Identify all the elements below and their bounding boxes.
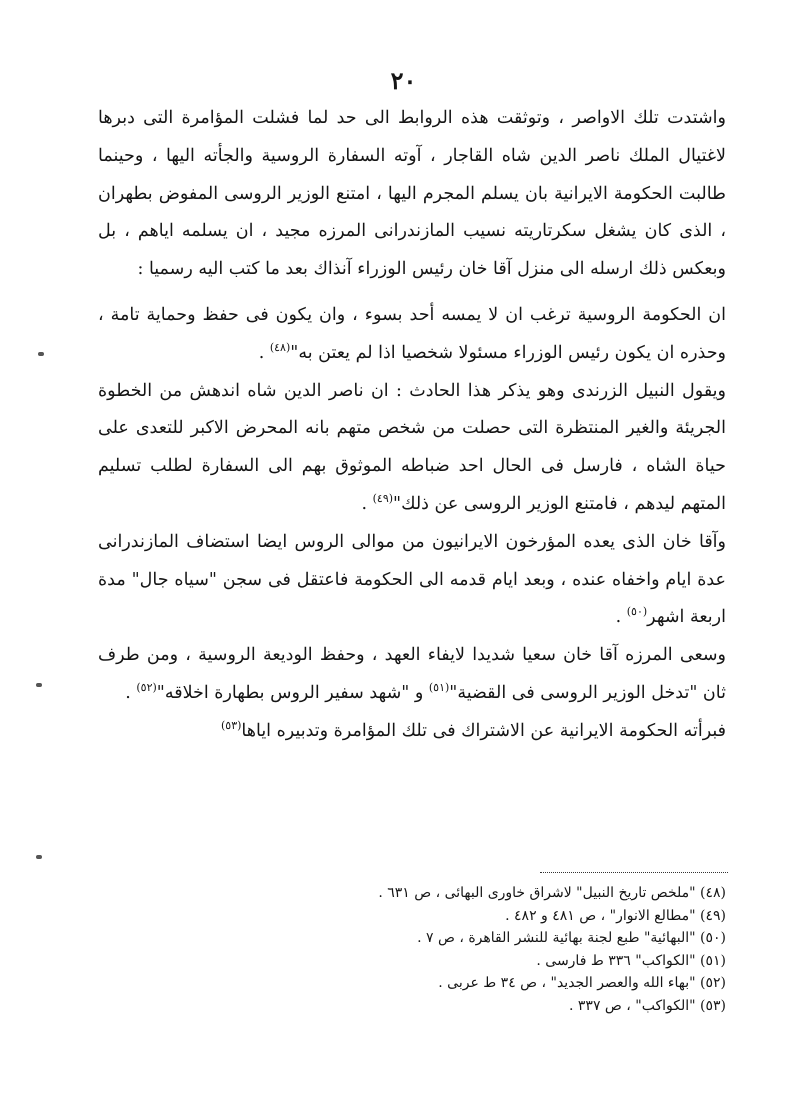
footnote-ref-51: (٥١): [428, 681, 450, 695]
footnote-divider: [540, 872, 728, 873]
margin-mark: [38, 352, 44, 356]
paragraph-3-tail: .: [361, 493, 373, 514]
margin-mark: [36, 855, 42, 859]
paragraph-4: [98, 524, 726, 637]
margin-mark: [36, 683, 42, 687]
footnote-49: (٤٩) "مطالع الانوار" ، ص ٤٨١ و ٤٨٢ .: [505, 907, 726, 924]
paragraph-5-tail: و "شهد سفير الروس بطهارة اخلاقه": [156, 682, 429, 703]
paragraph-4-tail: .: [615, 607, 627, 628]
paragraph-1-text: واشتدت تلك الاواصر ، وتوثقت هذه الروابط الى حد لما فشلت المؤامرة التى دبرها لاغتيال الملك ناصر الدين شاه القاجار ، آوته السفارة الروسية والجأته اليها ، وحينما طالبت الحكومة الايرانية بان يسلم المجرم اليها ، امتنع الوزير الروسى المفوض بطهران ، الذى كان يشغل سكرتاريته نسيب المازندرانى المرزه مجيد ، ان يسلمه اياهم ، بل وبعكس ذلك ارسله الى منزل آقا خان رئيس الوزراء آنذاك بعد ما كتب اليه رسميا :: [98, 108, 726, 280]
footnote-48: (٤٨) "ملخص تاريخ النبيل" لاشراق خاورى البهائى ، ص ٦٣١ .: [378, 885, 726, 901]
footnotes: [120, 882, 726, 1017]
paragraph-5-tail-2: .: [125, 682, 137, 703]
paragraph-2: [98, 297, 726, 373]
paragraph-6: [98, 713, 726, 751]
footnote-52: (٥٢) "بهاء الله والعصر الجديد" ، ص ٣٤ ط عربى .: [438, 975, 726, 991]
page-number: ۲۰: [390, 66, 417, 95]
paragraph-5: [98, 637, 726, 713]
body-text: [98, 100, 726, 751]
footnote-ref-49: (٤٩): [372, 492, 394, 506]
paragraph-6-text: فبرأته الحكومة الايرانية عن الاشتراك فى تلك المؤامرة وتدبيره اياها: [241, 720, 726, 741]
paragraph-2-text: ان الحكومة الروسية ترغب ان لا يمسه أحد بسوء ، وان يكون فى حفظ وحماية تامة ، وحذره ان يكون رئيس الوزراء مسئولا شخصيا اذا لم يعتن به": [98, 304, 726, 363]
paragraph-1: [98, 100, 726, 289]
footnote-ref-52: (٥٢): [136, 681, 157, 695]
footnote-51: (٥١) "الكواكب" ٣٣٦ ط فارسى .: [536, 952, 726, 969]
paragraph-3: [98, 373, 726, 524]
footnote-50: (٥٠) "البهائية" طبع لجنة بهائية للنشر القاهرة ، ص ٧ .: [417, 930, 726, 946]
paragraph-5-text: وسعى المرزه آقا خان سعيا شديدا لايفاء العهد ، وحفظ الوديعة الروسية ، ومن طرف ثان "تدخل الوزير الروسى فى القضية": [98, 645, 726, 703]
paragraph-2-tail: .: [258, 342, 270, 363]
footnote-ref-53: (٥٣): [221, 718, 242, 732]
footnote-53: (٥٣) "الكواكب" ، ص ٣٣٧ .: [569, 997, 726, 1014]
footnote-ref-50: (٥٠): [626, 605, 648, 619]
footnote-ref-48: (٤٨): [269, 340, 291, 354]
paragraph-4-text: وآقا خان الذى يعده المؤرخون الايرانيون من موالى الروس ايضا استضاف المازندرانى عدة ايام واخفاه عنده ، وبعد ايام قدمه الى الحكومة فاعتقل فى سجن "سياه جال" مدة اربعة اشهر: [98, 531, 726, 628]
paragraph-3-text: ويقول النبيل الزرندى وهو يذكر هذا الحادث : ان ناصر الدين شاه اندهش من الخطوة الجريئة والغير المنتظرة التى حصلت من شخص متهم بانه المحرض الاكبر للتعدى على حياة الشاه ، فارسل فى الحال احد ضباطه الموثوق بهم الى السفارة لطلب تسليم المتهم ليدهم ، فامتنع الوزير الروسى عن ذلك": [98, 380, 726, 514]
